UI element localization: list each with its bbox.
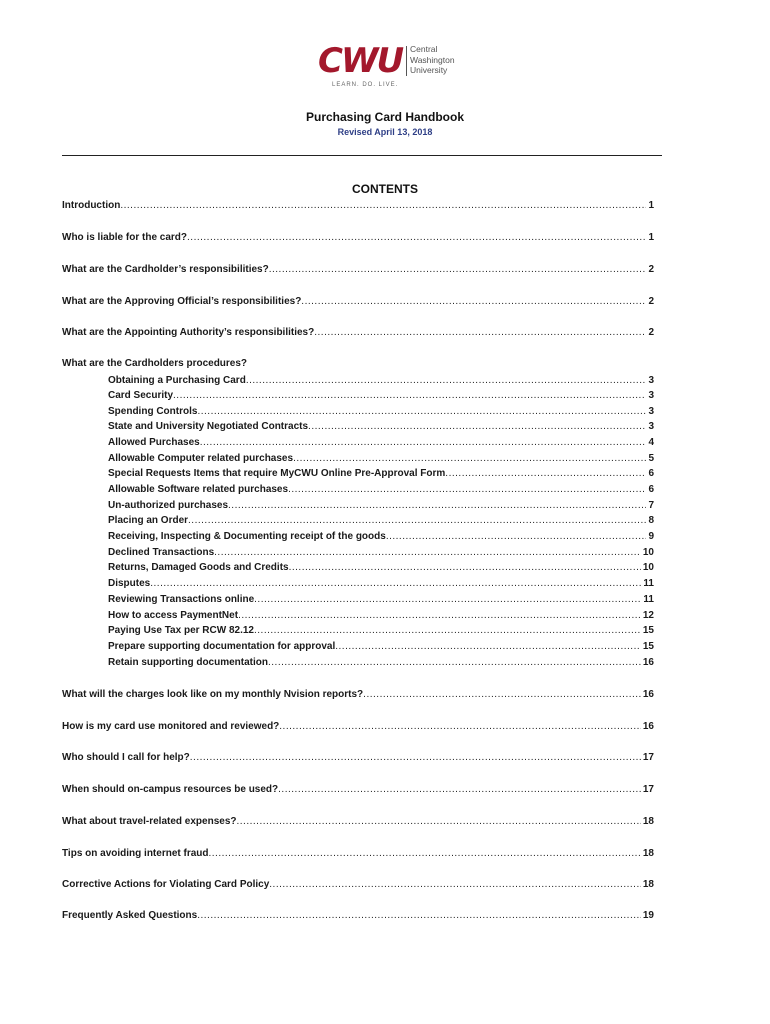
toc-leader [314, 326, 646, 340]
logo-university-line1: Central [410, 44, 438, 54]
toc-subentry[interactable] [108, 577, 654, 591]
toc-leader [187, 231, 646, 245]
toc-page-number: 12 [642, 610, 654, 621]
toc-label: Who should I call for help? [62, 752, 190, 763]
logo-divider [406, 46, 407, 76]
toc-subentry[interactable] [108, 452, 654, 466]
toc-subentry[interactable] [108, 624, 654, 638]
toc-entry-liability[interactable] [62, 231, 654, 245]
toc-entry-card-monitoring[interactable] [62, 720, 654, 734]
toc-label: Allowed Purchases [108, 437, 200, 448]
toc-entry-help-contact[interactable] [62, 751, 654, 765]
toc-leader [237, 815, 641, 829]
toc-label: Declined Transactions [108, 547, 215, 558]
toc-page-number: 15 [642, 625, 654, 636]
toc-subentry[interactable] [108, 656, 654, 670]
toc-subentry[interactable] [108, 405, 654, 419]
toc-leader [269, 878, 641, 892]
toc-label: Un-authorized purchases [108, 500, 229, 511]
toc-page-number: 1 [648, 232, 654, 243]
toc-subentry[interactable] [108, 389, 654, 403]
toc-leader [278, 783, 641, 797]
toc-label: How to access PaymentNet [108, 610, 239, 621]
toc-leader [445, 467, 646, 481]
toc-subentry[interactable] [108, 609, 654, 623]
toc-subentry[interactable] [108, 593, 654, 607]
toc-page-number: 8 [648, 515, 654, 526]
toc-page-number: 16 [642, 657, 654, 668]
toc-leader [188, 514, 646, 528]
toc-leader [269, 263, 647, 277]
toc-leader [335, 640, 641, 654]
toc-entry-appointing-authority[interactable] [62, 326, 654, 340]
toc-leader [308, 420, 646, 434]
toc-label: What about travel-related expenses? [62, 816, 237, 827]
toc-leader [288, 483, 646, 497]
toc-leader [190, 751, 641, 765]
toc-page-number: 3 [648, 375, 654, 386]
toc-subentry[interactable] [108, 436, 654, 450]
toc-page-number: 3 [648, 421, 654, 432]
toc-label: Reviewing Transactions online [108, 594, 255, 605]
title-divider [62, 155, 662, 156]
toc-subentry[interactable] [108, 561, 654, 575]
logo-university-line3: University [410, 65, 448, 75]
toc-leader [120, 199, 646, 213]
toc-leader [200, 436, 647, 450]
toc-page-number: 2 [648, 296, 654, 307]
toc-page-number: 6 [648, 468, 654, 479]
toc-page-number: 10 [642, 562, 654, 573]
toc-page-number: 11 [643, 578, 654, 589]
toc-subentry[interactable] [108, 467, 654, 481]
toc-label: Spending Controls [108, 406, 198, 417]
toc-label: Who is liable for the card? [62, 232, 188, 243]
toc-leader [209, 847, 641, 861]
toc-page-number: 10 [642, 547, 654, 558]
toc-page-number: 16 [642, 689, 654, 700]
toc-entry-faq[interactable] [62, 909, 654, 923]
toc-page-number: 19 [642, 910, 654, 921]
toc-page-number: 2 [648, 327, 654, 338]
contents-heading: CONTENTS [352, 182, 418, 196]
toc-subentry[interactable] [108, 514, 654, 528]
toc-subentry[interactable] [108, 546, 654, 560]
document-title: Purchasing Card Handbook [305, 110, 465, 124]
toc-leader [301, 295, 646, 309]
logo-tagline: LEARN. DO. LIVE. [332, 82, 399, 88]
toc-label: Allowable Computer related purchases [108, 453, 294, 464]
toc-page-number: 17 [642, 752, 654, 763]
toc-entry-corrective-actions[interactable] [62, 878, 654, 892]
toc-label: When should on-campus resources be used? [62, 784, 279, 795]
toc-page-number: 18 [642, 848, 654, 859]
toc-leader [173, 389, 646, 403]
toc-label: Paying Use Tax per RCW 82.12 [108, 625, 254, 636]
toc-leader [254, 624, 641, 638]
toc-label: Disputes [108, 578, 151, 589]
toc-entry-internet-fraud[interactable] [62, 847, 654, 861]
toc-leader [289, 561, 641, 575]
toc-page-number: 4 [648, 437, 654, 448]
toc-label: What are the Appointing Authority’s responsibilities? [62, 327, 315, 338]
toc-leader [279, 720, 641, 734]
toc-subentry[interactable] [108, 640, 654, 654]
toc-page-number: 7 [648, 500, 654, 511]
toc-procedures-heading[interactable]: What are the Cardholders procedures? [62, 358, 248, 369]
toc-page-number: 15 [642, 641, 654, 652]
toc-label: Allowable Software related purchases [108, 484, 289, 495]
toc-label: Placing an Order [108, 515, 189, 526]
logo-university-line2: Washington [410, 54, 455, 65]
revision-date: Revised April 13, 2018 [337, 127, 433, 137]
toc-entry-nvision-reports[interactable] [62, 688, 654, 702]
toc-label: State and University Negotiated Contracts [108, 421, 309, 432]
toc-label: What will the charges look like on my monthly Nvision reports? [62, 689, 364, 700]
toc-subentry[interactable] [108, 420, 654, 434]
toc-page-number: 2 [648, 264, 654, 275]
toc-entry-cardholder-responsibilities[interactable] [62, 263, 654, 277]
toc-label: Returns, Damaged Goods and Credits [108, 562, 289, 573]
toc-label: What are the Approving Official’s responsibilities? [62, 296, 302, 307]
toc-leader [363, 688, 641, 702]
toc-subentry[interactable] [108, 499, 654, 513]
toc-page-number: 3 [648, 390, 654, 401]
toc-label: Obtaining a Purchasing Card [108, 375, 246, 386]
toc-page-number: 9 [648, 531, 654, 542]
toc-leader [228, 499, 646, 513]
toc-subentry[interactable] [108, 374, 654, 388]
toc-leader [197, 405, 646, 419]
toc-subentry[interactable] [108, 530, 654, 544]
toc-page-number: 17 [642, 784, 654, 795]
logo-university-name [410, 44, 455, 76]
toc-subentry[interactable] [108, 483, 654, 497]
toc-label: Retain supporting documentation [108, 657, 268, 668]
toc-leader [197, 909, 641, 923]
toc-page-number: 11 [643, 594, 654, 605]
toc-page-number: 18 [642, 879, 654, 890]
toc-leader [254, 593, 641, 607]
toc-page-number: 6 [648, 484, 654, 495]
toc-leader [293, 452, 646, 466]
toc-leader [238, 609, 641, 623]
toc-leader [268, 656, 641, 670]
toc-leader [150, 577, 641, 591]
toc-page-number: 3 [648, 406, 654, 417]
toc-entry-approving-official[interactable] [62, 295, 654, 309]
toc-label: Frequently Asked Questions [62, 910, 198, 921]
toc-leader [214, 546, 641, 560]
toc-entry-introduction[interactable] [62, 199, 654, 213]
toc-label: Corrective Actions for Violating Card Policy [62, 879, 270, 890]
toc-label: Tips on avoiding internet fraud [62, 848, 209, 859]
toc-page-number: 1 [648, 200, 654, 211]
toc-label: Card Security [108, 390, 174, 401]
toc-leader [246, 374, 647, 388]
toc-label: How is my card use monitored and reviewed? [62, 721, 280, 732]
cwu-logo [318, 42, 453, 92]
toc-page-number: 5 [648, 453, 654, 464]
toc-label: Prepare supporting documentation for approval [108, 641, 336, 652]
toc-page-number: 16 [642, 721, 654, 732]
toc-entry-travel-expenses[interactable] [62, 815, 654, 829]
toc-leader [386, 530, 647, 544]
toc-label: Introduction [62, 200, 121, 211]
logo-wordmark: CWU [318, 41, 403, 81]
toc-label: Receiving, Inspecting & Documenting receipt of the goods [108, 531, 386, 542]
toc-label: What are the Cardholder’s responsibilities? [62, 264, 269, 275]
toc-label: Special Requests Items that require MyCWU Online Pre-Approval Form [108, 468, 446, 479]
toc-entry-on-campus-resources[interactable] [62, 783, 654, 797]
toc-page-number: 18 [642, 816, 654, 827]
